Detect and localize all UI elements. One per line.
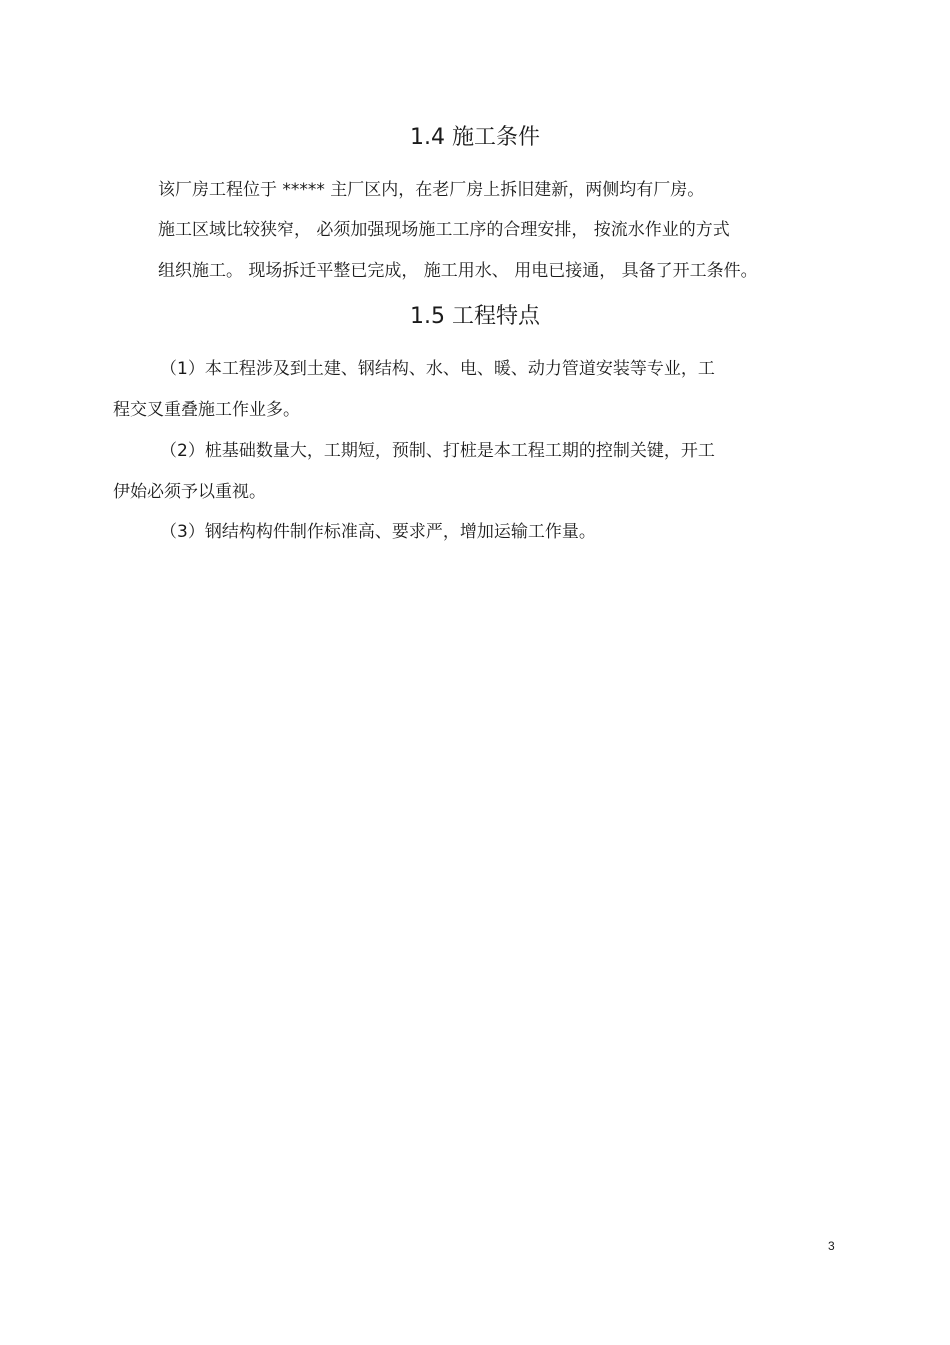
list-item-2-line: （2）桩基础数量大，工期短，预制、打桩是本工程工期的控制关键，开工 xyxy=(160,441,715,461)
paragraph-line: 组织施工。 现场拆迁平整已完成， 施工用水、 用电已接通， 具备了开工条件。 xyxy=(158,261,758,281)
paragraph-line: 该厂房工程位于 ***** 主厂区内，在老厂房上拆旧建新，两侧均有厂房。 xyxy=(158,180,705,200)
paragraph-line: 施工区域比较狭窄， 必须加强现场施工工序的合理安排， 按流水作业的方式 xyxy=(158,220,730,240)
section-heading-1-4: 1.4 施工条件 xyxy=(410,125,540,150)
section-heading-1-5: 1.5 工程特点 xyxy=(410,304,540,329)
list-item-3-line: （3）钢结构构件制作标准高、要求严，增加运输工作量。 xyxy=(160,522,596,542)
page-number: 3 xyxy=(828,1239,835,1253)
list-item-1-line: （1）本工程涉及到土建、钢结构、水、电、暖、动力管道安装等专业，工 xyxy=(160,359,715,379)
list-item-2-line: 伊始必须予以重视。 xyxy=(113,482,266,502)
list-item-1-line: 程交叉重叠施工作业多。 xyxy=(113,400,300,420)
